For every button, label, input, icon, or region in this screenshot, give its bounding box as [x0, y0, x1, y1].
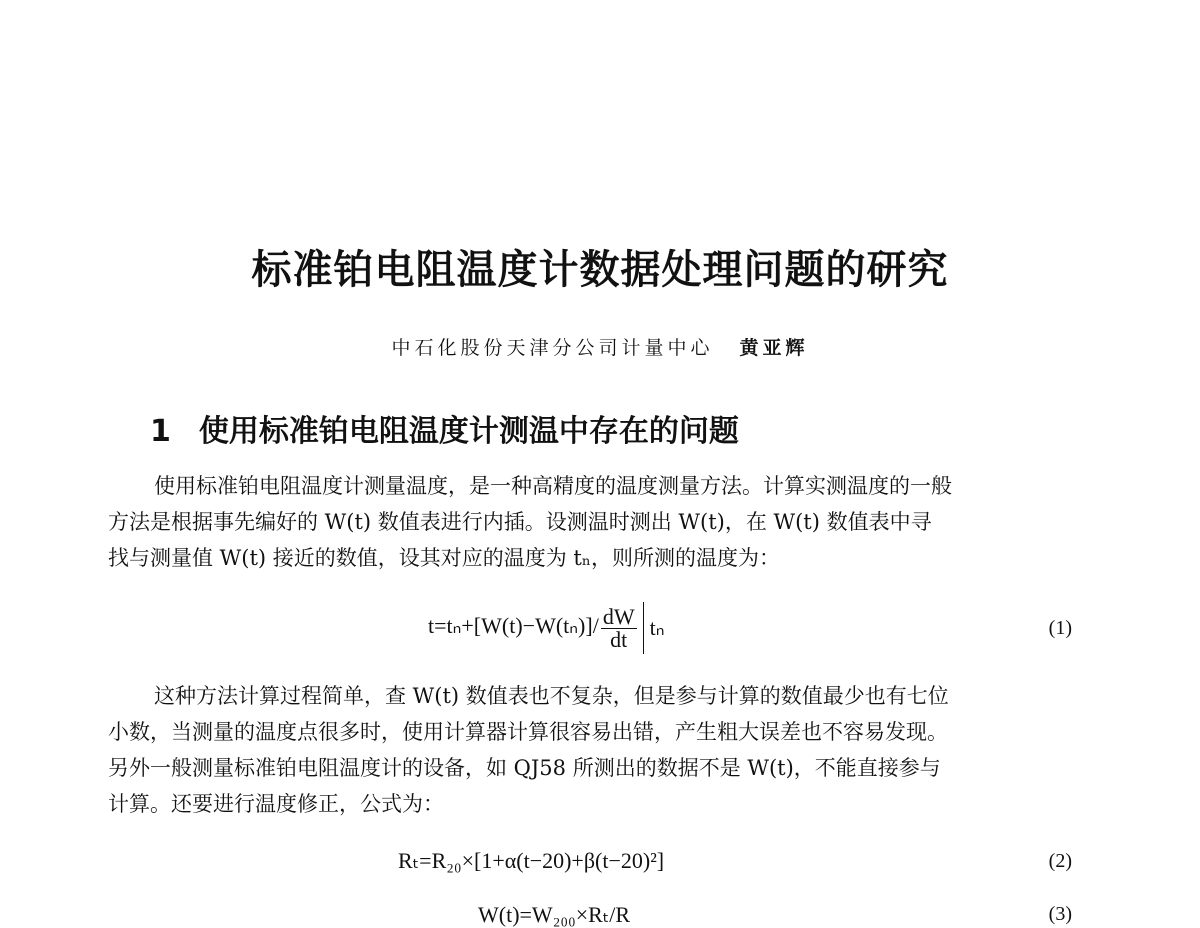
paragraph-1 — [108, 468, 1072, 576]
author: 黄亚辉 — [739, 337, 809, 359]
equation-1-lhs: t=tₙ+[W(t)−W(tₙ)]/ — [428, 613, 599, 639]
section-heading — [150, 406, 739, 450]
section-title: 使用标准铂电阻温度计测温中存在的问题 — [198, 414, 739, 449]
fraction-denominator: dt — [610, 626, 628, 652]
paragraph-line: 方法是根据事先编好的 W(t) 数值表进行内插。设测温时测出 W(t)，在 W(t) 数值表中寻 — [108, 510, 932, 534]
equation-1 — [428, 602, 664, 654]
fraction-numerator: dW — [602, 603, 635, 629]
paragraph-line: 找与测量值 W(t) 接近的数值，设其对应的温度为 tₙ，则所测的温度为： — [108, 546, 780, 570]
equation-number-2: (2) — [1048, 850, 1072, 872]
derivative-fraction — [601, 603, 637, 652]
section-number: 1 — [150, 414, 171, 449]
paragraph-line: 小数，当测量的温度点很多时，使用计算器计算很容易出错，产生粗大误差也不容易发现。 — [108, 720, 948, 744]
paragraph-line: 使用标准铂电阻温度计测量温度，是一种高精度的温度测量方法。计算实测温度的一般 — [154, 474, 952, 498]
evaluation-bar: tₙ — [643, 602, 665, 654]
equation-number-1: (1) — [1048, 617, 1072, 639]
paragraph-line: 这种方法计算过程简单，查 W(t) 数值表也不复杂，但是参与计算的数值最少也有七位 — [154, 684, 949, 708]
equation-2: Rₜ=R₂₀×[1+α(t−20)+β(t−20)²] — [398, 848, 665, 873]
paragraph-line: 另外一般测量标准铂电阻温度计的设备，如 QJ58 所测出的数据不是 W(t)，不能直接参与 — [108, 756, 941, 780]
affiliation: 中石化股份天津分公司计量中心 — [391, 337, 714, 359]
paper-title: 标准铂电阻温度计数据处理问题的研究 — [251, 247, 949, 293]
equation-3: W(t)=W₂₀₀×Rₜ/R — [478, 902, 631, 927]
paragraph-2 — [108, 678, 1072, 822]
equation-number-3: (3) — [1048, 903, 1072, 925]
byline — [0, 333, 1200, 360]
paragraph-line: 计算。还要进行温度修正，公式为： — [108, 792, 444, 816]
